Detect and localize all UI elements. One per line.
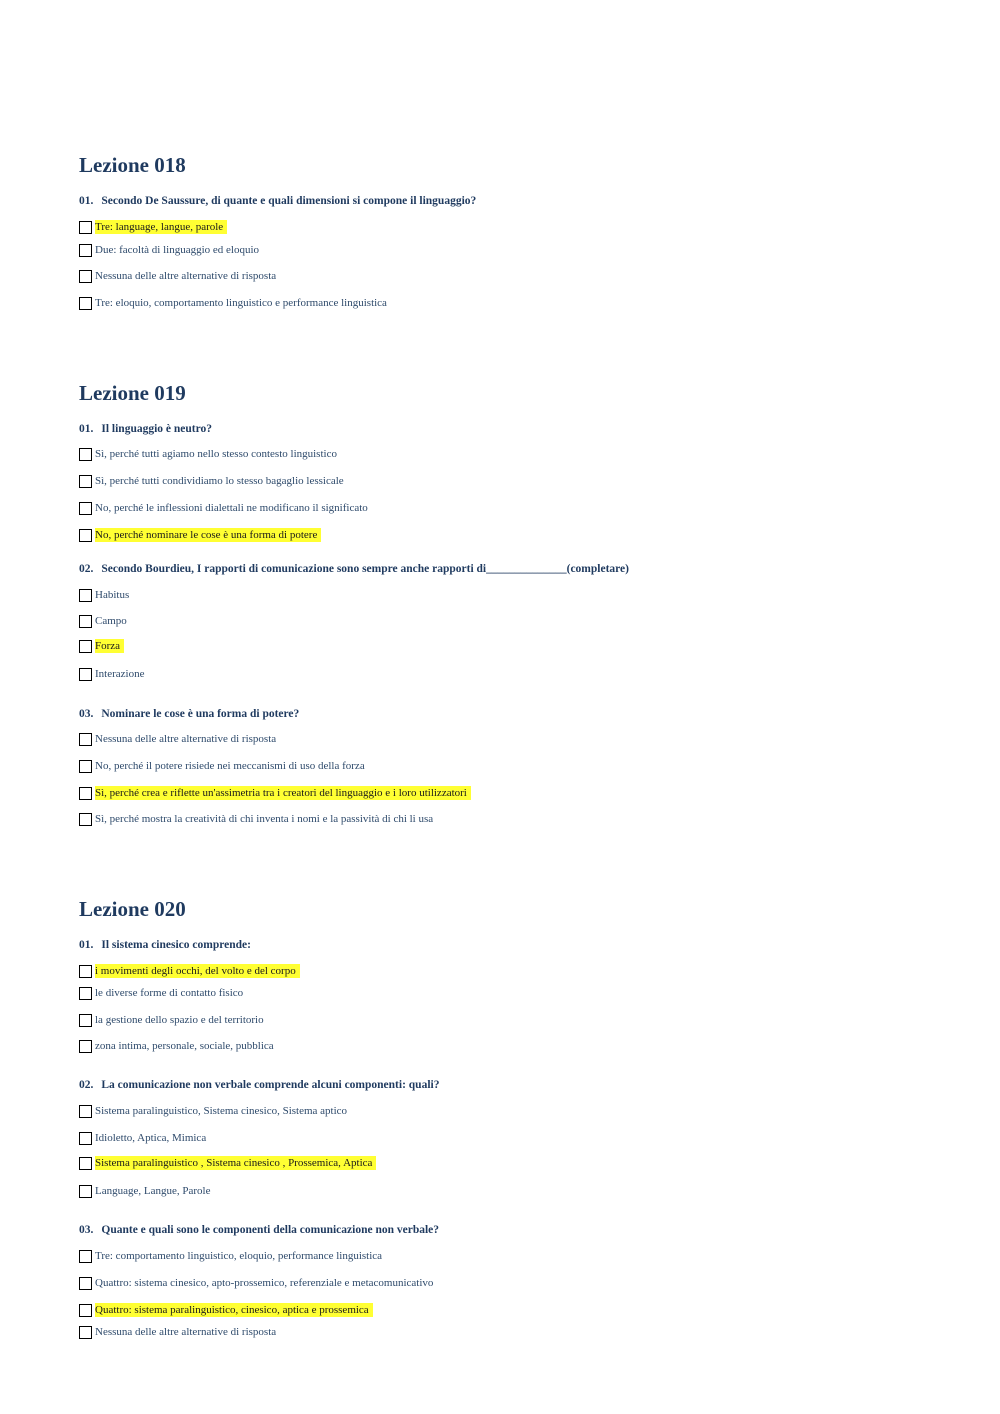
lesson-title: Lezione 020 — [79, 897, 186, 921]
checkbox-icon[interactable] — [79, 589, 92, 602]
checkbox-icon[interactable] — [79, 1105, 92, 1118]
answer-option[interactable] — [79, 1103, 349, 1119]
checkbox-icon[interactable] — [79, 1277, 92, 1290]
checkbox-icon[interactable] — [79, 965, 92, 978]
question-number: 02. — [79, 563, 94, 575]
answer-option[interactable] — [79, 473, 346, 489]
question-text: Il sistema cinesico comprende: — [101, 939, 251, 951]
question-text: Secondo De Saussure, di quante e quali dimensioni si compone il linguaggio? — [101, 195, 477, 207]
answer-text: Interazione — [95, 668, 145, 680]
answer-option[interactable] — [79, 963, 300, 979]
answer-text: Campo — [95, 615, 127, 627]
answer-text: Tre: eloquio, comportamento linguistico e performance linguistica — [95, 297, 387, 309]
checkbox-icon[interactable] — [79, 1326, 92, 1339]
answer-option[interactable] — [79, 1275, 435, 1291]
question-text: La comunicazione non verbale comprende alcuni componenti: quali? — [101, 1079, 440, 1091]
checkbox-icon[interactable] — [79, 244, 92, 257]
answer-option[interactable] — [79, 527, 321, 543]
answer-text: No, perché il potere risiede nei meccanismi di uso della forza — [95, 760, 365, 772]
answer-text: Sì, perché tutti condividiamo lo stesso bagaglio lessicale — [95, 475, 344, 487]
answer-option[interactable] — [79, 638, 124, 654]
checkbox-icon[interactable] — [79, 1040, 92, 1053]
checkbox-icon[interactable] — [79, 760, 92, 773]
checkbox-icon[interactable] — [79, 221, 92, 234]
checkbox-icon[interactable] — [79, 529, 92, 542]
checkbox-icon[interactable] — [79, 502, 92, 515]
checkbox-icon[interactable] — [79, 1132, 92, 1145]
answer-option[interactable] — [79, 1183, 212, 1199]
checkbox-icon[interactable] — [79, 448, 92, 461]
answer-text: Sì, perché mostra la creatività di chi inventa i nomi e la passività di chi li usa — [95, 813, 434, 825]
question-number: 03. — [79, 708, 94, 720]
question-text: Il linguaggio è neutro? — [101, 423, 213, 435]
checkbox-icon[interactable] — [79, 1304, 92, 1317]
answer-option[interactable] — [79, 219, 227, 235]
answer-text: Idioletto, Aptica, Mimica — [95, 1132, 207, 1144]
answer-text: Nessuna delle altre alternative di risposta — [95, 270, 277, 282]
checkbox-icon[interactable] — [79, 1014, 92, 1027]
answer-option[interactable] — [79, 1302, 373, 1318]
question — [79, 1079, 439, 1091]
question-number: 01. — [79, 195, 94, 207]
answer-option[interactable] — [79, 242, 261, 258]
lesson-title: Lezione 018 — [79, 153, 186, 177]
answer-text: Sistema paralinguistico, Sistema cinesico, Sistema aptico — [95, 1105, 348, 1117]
answer-option[interactable] — [79, 500, 370, 516]
answer-option[interactable] — [79, 613, 129, 629]
question-text: Nominare le cose è una forma di potere? — [101, 708, 300, 720]
answer-text-correct: Sistema paralinguistico , Sistema cinesico , Prossemica, Aptica — [95, 1156, 376, 1170]
answer-text-correct: Forza — [95, 639, 124, 653]
question-number: 03. — [79, 1224, 94, 1236]
answer-text-correct: No, perché nominare le cose è una forma di potere — [95, 528, 321, 542]
answer-text-correct: Sì, perché crea e riflette un'assimetria tra i creatori del linguaggio e i loro utilizzatori — [95, 786, 471, 800]
checkbox-icon[interactable] — [79, 1250, 92, 1263]
lesson-title: Lezione 019 — [79, 381, 186, 405]
checkbox-icon[interactable] — [79, 270, 92, 283]
answer-text: Quattro: sistema cinesico, apto-prossemico, referenziale e metacomunicativo — [95, 1277, 434, 1289]
answer-option[interactable] — [79, 985, 245, 1001]
answer-option[interactable] — [79, 587, 131, 603]
answer-text: Nessuna delle altre alternative di risposta — [95, 1326, 277, 1338]
answer-option[interactable] — [79, 446, 339, 462]
checkbox-icon[interactable] — [79, 1185, 92, 1198]
answer-option[interactable] — [79, 758, 367, 774]
answer-text-correct: i movimenti degli occhi, del volto e del corpo — [95, 964, 300, 978]
answer-option[interactable] — [79, 1248, 384, 1264]
answer-text-correct: Quattro: sistema paralinguistico, cinesico, aptica e prossemica — [95, 1303, 373, 1317]
checkbox-icon[interactable] — [79, 813, 92, 826]
checkbox-icon[interactable] — [79, 475, 92, 488]
answer-option[interactable] — [79, 295, 389, 311]
question — [79, 708, 299, 720]
checkbox-icon[interactable] — [79, 640, 92, 653]
answer-option[interactable] — [79, 1038, 276, 1054]
answer-option[interactable] — [79, 1324, 278, 1340]
question — [79, 939, 251, 951]
question — [79, 195, 476, 207]
answer-text: No, perché le inflessioni dialettali ne modificano il significato — [95, 502, 368, 514]
answer-text: Due: facoltà di linguaggio ed eloquio — [95, 244, 260, 256]
answer-option[interactable] — [79, 666, 146, 682]
question-number: 01. — [79, 939, 94, 951]
answer-option[interactable] — [79, 785, 471, 801]
answer-text: Sì, perché tutti agiamo nello stesso contesto linguistico — [95, 448, 337, 460]
question-text: Secondo Bourdieu, I rapporti di comunicazione sono sempre anche rapporti di______________(completare) — [101, 563, 629, 575]
answer-text-correct: Tre: language, langue, parole — [95, 220, 227, 234]
answer-option[interactable] — [79, 1130, 208, 1146]
checkbox-icon[interactable] — [79, 668, 92, 681]
answer-option[interactable] — [79, 1155, 376, 1171]
checkbox-icon[interactable] — [79, 787, 92, 800]
answer-option[interactable] — [79, 811, 435, 827]
answer-text: la gestione dello spazio e del territorio — [95, 1014, 264, 1026]
answer-text: Language, Langue, Parole — [95, 1185, 211, 1197]
answer-text: le diverse forme di contatto fisico — [95, 987, 244, 999]
checkbox-icon[interactable] — [79, 1157, 92, 1170]
answer-option[interactable] — [79, 268, 278, 284]
checkbox-icon[interactable] — [79, 615, 92, 628]
answer-text: Habitus — [95, 589, 130, 601]
answer-text: Tre: comportamento linguistico, eloquio, performance linguistica — [95, 1250, 383, 1262]
checkbox-icon[interactable] — [79, 987, 92, 1000]
question-number: 01. — [79, 423, 94, 435]
question-number: 02. — [79, 1079, 94, 1091]
question — [79, 563, 629, 575]
checkbox-icon[interactable] — [79, 297, 92, 310]
question — [79, 423, 212, 435]
question-text: Quante e quali sono le componenti della comunicazione non verbale? — [101, 1224, 440, 1236]
answer-text: zona intima, personale, sociale, pubblica — [95, 1040, 274, 1052]
answer-option[interactable] — [79, 1012, 266, 1028]
answer-option[interactable] — [79, 731, 278, 747]
question — [79, 1224, 439, 1236]
answer-text: Nessuna delle altre alternative di risposta — [95, 733, 277, 745]
checkbox-icon[interactable] — [79, 733, 92, 746]
